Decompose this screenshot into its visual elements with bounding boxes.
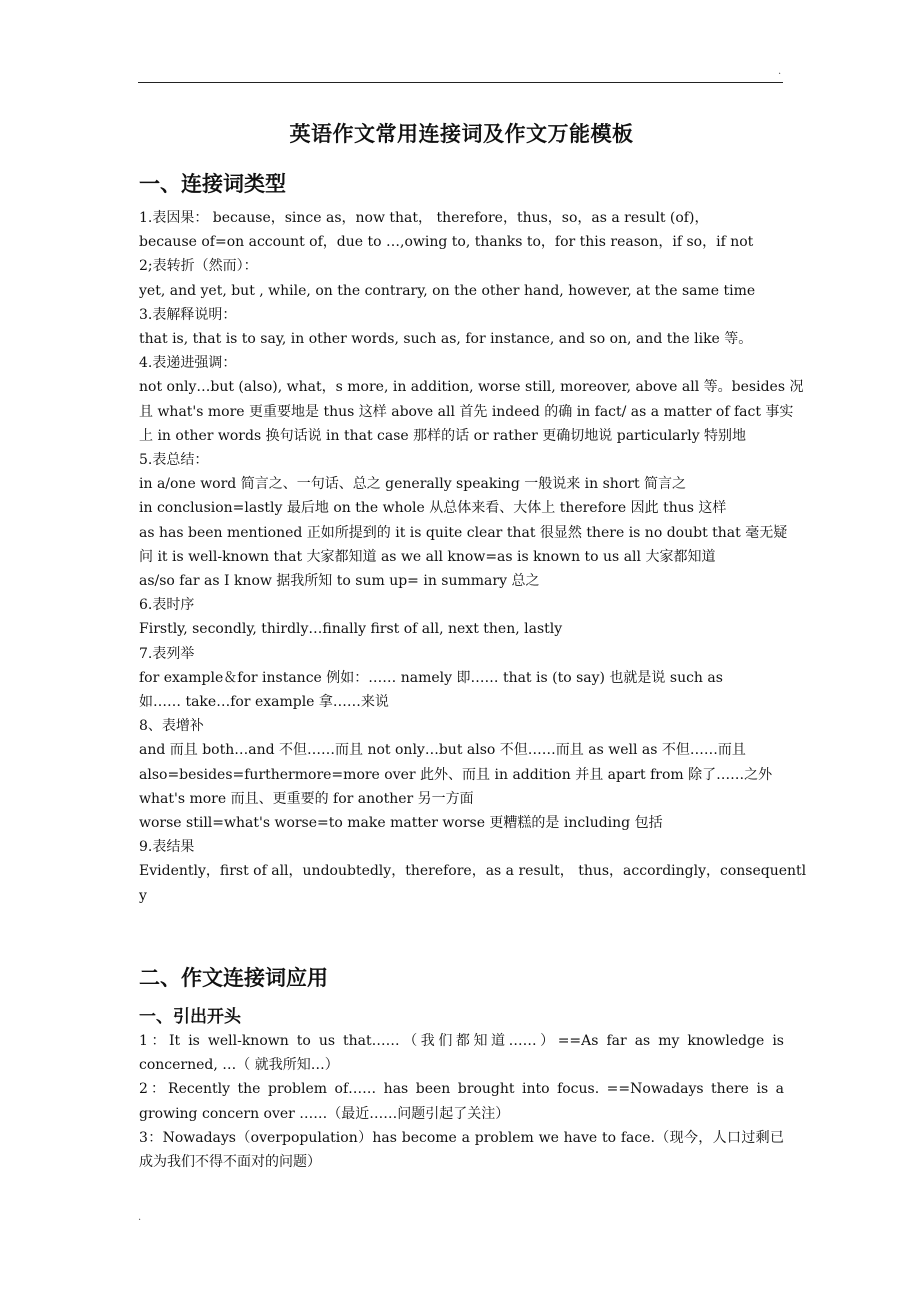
list-line: 6.表时序 [139, 597, 195, 614]
list-line: as/so far as I know 据我所知 to sum up= in summary 总之 [139, 573, 540, 590]
list-line: because of=on account of，due to …,owing to, thanks to，for this reason，if so，if not [139, 234, 754, 251]
header-rule [138, 82, 783, 83]
document-title: 英语作文常用连接词及作文万能模板 [289, 121, 634, 146]
template-paragraph: 1：It is well-known to us that……（我们都知道……）==As far as my knowledge is concerned, …（ 就我所知…） [139, 1032, 784, 1074]
section-heading-connectives: 一、连接词类型 [139, 171, 286, 196]
template-paragraph: 2：Recently the problem of…… has been brought into focus. ==Nowadays there is a growing concern over ……（最近……问题引起了关注） [139, 1081, 784, 1122]
list-line: worse still=what's worse=to make matter worse 更糟糕的是 including 包括 [139, 815, 663, 832]
list-line: 且 what's more 更重要地是 thus 这样 above all 首先 indeed 的确 in fact/ as a matter of fact 事实 [139, 403, 794, 420]
list-line: 7.表列举 [139, 645, 195, 662]
list-line: 问 it is well-known that 大家都知道 as we all know=as is known to us all 大家都知道 [139, 548, 716, 565]
list-line: 4.表递进强调： [139, 355, 237, 372]
footer-mark: . [138, 1212, 142, 1223]
connective-list [139, 206, 807, 908]
subsection-heading-opening: 一、引出开头 [139, 1006, 241, 1027]
list-line: Firstly, secondly, thirdly…finally first of all, next then, lastly [139, 621, 563, 638]
list-line: in conclusion=lastly 最后地 on the whole 从总体来看、大体上 therefore 因此 thus 这样 [139, 500, 727, 517]
list-line: 1.表因果： because，since as，now that， therefore，thus，so，as a result (of)， [139, 210, 709, 226]
section-heading-application: 二、作文连接词应用 [139, 964, 328, 990]
list-line: 如…… take…for example 拿……来说 [139, 694, 389, 711]
list-line: what's more 而且、更重要的 for another 另一方面 [139, 790, 474, 807]
list-line: 5.表总结： [139, 452, 209, 469]
list-line: as has been mentioned 正如所提到的 it is quite clear that 很显然 there is no doubt that 毫无疑 [139, 524, 788, 541]
list-line: y [139, 887, 147, 904]
list-line: 上 in other words 换句话说 in that case 那样的话 or rather 更确切地说 particularly 特别地 [139, 427, 747, 444]
list-line: that is, that is to say, in other words, such as, for instance, and so on, and the like 等。 [139, 331, 753, 348]
list-line: 3.表解释说明： [139, 306, 237, 323]
list-line: for example＆for instance 例如：…… namely 即…… that is (to say) 也就是说 such as [139, 669, 723, 686]
document-body [139, 118, 807, 1174]
list-line: 9.表结果 [139, 839, 195, 856]
list-line: 2;表转折（然而）： [139, 258, 258, 275]
template-paragraph: 3：Nowadays（overpopulation）has become a problem we have to face.（现今，人口过剩已成为我们不得不面对的问题） [139, 1129, 784, 1170]
list-line: yet, and yet, but , while, on the contrary, on the other hand, however, at the same time [139, 282, 756, 299]
list-line: 8、表增补 [139, 718, 204, 735]
list-line: and 而且 both…and 不但……而且 not only…but also 不但……而且 as well as 不但……而且 [139, 742, 746, 759]
list-line: in a/one word 简言之、一句话、总之 generally speaking 一般说来 in short 简言之 [139, 476, 687, 493]
list-line: also=besides=furthermore=more over 此外、而且 in addition 并且 apart from 除了……之外 [139, 766, 773, 783]
header-mark: . [778, 66, 782, 77]
list-line: not only…but (also), what，s more, in addition, worse still, moreover, above all 等。besides 况 [139, 379, 804, 396]
list-line: Evidently，first of all，undoubtedly，therefore，as a result， thus，accordingly，consequentl [139, 863, 807, 880]
